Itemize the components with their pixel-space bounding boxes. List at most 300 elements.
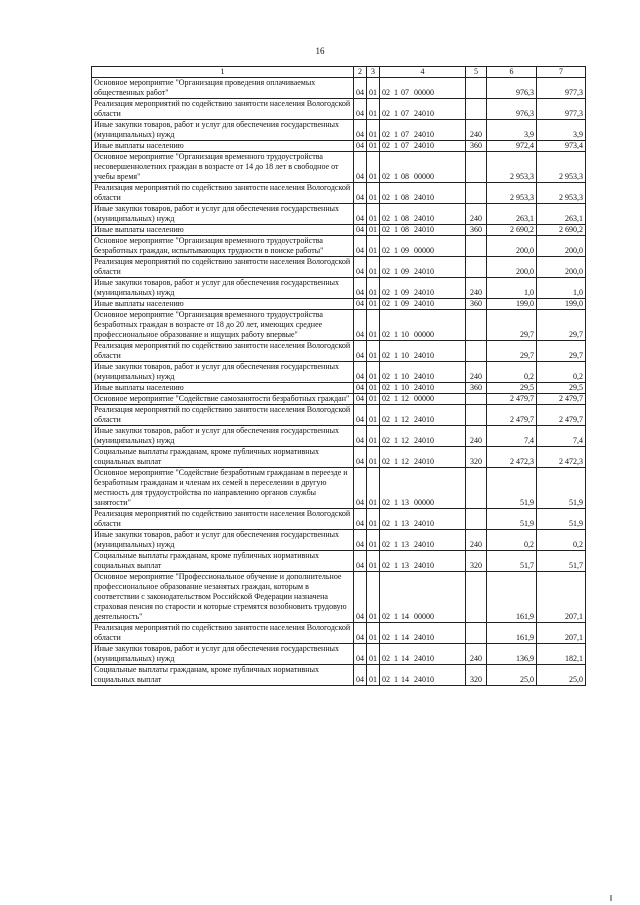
amount-year-2: 200,0 <box>537 257 586 278</box>
code-target-part: 02 <box>382 654 390 663</box>
code-target-part: 1 <box>394 172 398 181</box>
code-section: 04 <box>354 530 367 551</box>
code-target-part: 24010 <box>414 288 434 297</box>
code-target-part: 24010 <box>414 675 434 684</box>
amount-year-1: 2 479,7 <box>487 405 537 426</box>
code-expense-type <box>466 341 487 362</box>
code-section: 04 <box>354 447 367 468</box>
code-subsection: 01 <box>367 551 380 572</box>
code-target-part: 14 <box>401 633 409 642</box>
code-target-part: 02 <box>382 457 390 466</box>
code-expense-type: 320 <box>466 551 487 572</box>
code-target-part: 24010 <box>414 436 434 445</box>
code-target <box>380 530 466 551</box>
amount-year-1: 136,9 <box>487 644 537 665</box>
code-target-part: 1 <box>394 88 398 97</box>
code-target-part: 10 <box>401 330 409 339</box>
code-target <box>380 141 466 152</box>
code-expense-type: 240 <box>466 120 487 141</box>
col-header-4: 4 <box>380 67 466 78</box>
code-target-part: 24010 <box>414 109 434 118</box>
row-name: Основное мероприятие "Профессиональное обучение и дополнительное профессиональное образование незанятых граждан, которым в соответствии с законодательством Российской Федерации назначена страховая пенсия по старости и которые стремятся возобновить трудовую деятельность" <box>92 572 354 623</box>
code-target <box>380 236 466 257</box>
table-row <box>92 362 586 383</box>
table-row <box>92 299 586 310</box>
row-name: Социальные выплаты гражданам, кроме публичных нормативных социальных выплат <box>92 447 354 468</box>
amount-year-2: 7,4 <box>537 426 586 447</box>
table-row <box>92 257 586 278</box>
code-target-part: 1 <box>394 193 398 202</box>
code-target-part: 1 <box>394 457 398 466</box>
code-target-part: 24010 <box>414 299 434 308</box>
code-section: 04 <box>354 236 367 257</box>
code-target-part: 07 <box>401 130 409 139</box>
code-target <box>380 405 466 426</box>
code-subsection: 01 <box>367 120 380 141</box>
row-name: Иные закупки товаров, работ и услуг для обеспечения государственных (муниципальных) нужд <box>92 530 354 551</box>
code-target-part: 02 <box>382 299 390 308</box>
code-expense-type <box>466 78 487 99</box>
row-name: Иные закупки товаров, работ и услуг для обеспечения государственных (муниципальных) нужд <box>92 644 354 665</box>
code-target <box>380 99 466 120</box>
code-expense-type <box>466 310 487 341</box>
code-section: 04 <box>354 405 367 426</box>
code-target-part: 10 <box>401 372 409 381</box>
row-name: Иные выплаты населению <box>92 141 354 152</box>
code-target-part: 24010 <box>414 225 434 234</box>
code-section: 04 <box>354 468 367 509</box>
table-body <box>92 78 586 686</box>
code-target-part: 1 <box>394 383 398 392</box>
amount-year-2: 200,0 <box>537 236 586 257</box>
code-target-part: 1 <box>394 141 398 150</box>
code-target-part: 14 <box>401 675 409 684</box>
code-target-part: 08 <box>401 172 409 181</box>
amount-year-1: 0,2 <box>487 362 537 383</box>
amount-year-1: 51,9 <box>487 468 537 509</box>
code-target-part: 07 <box>401 141 409 150</box>
table-row <box>92 623 586 644</box>
code-section: 04 <box>354 183 367 204</box>
amount-year-1: 2 953,3 <box>487 152 537 183</box>
budget-table <box>91 66 586 686</box>
code-target-part: 00000 <box>414 88 434 97</box>
code-target-part: 12 <box>401 415 409 424</box>
row-name: Реализация мероприятий по содействию занятости населения Вологодской области <box>92 183 354 204</box>
code-expense-type <box>466 257 487 278</box>
code-section: 04 <box>354 383 367 394</box>
code-target-part: 02 <box>382 214 390 223</box>
table-row <box>92 152 586 183</box>
amount-year-2: 2 479,7 <box>537 394 586 405</box>
row-name: Основное мероприятие "Организация временного трудоустройства безработных граждан, испытывающих трудности в поиске работы" <box>92 236 354 257</box>
table-row <box>92 509 586 530</box>
code-section: 04 <box>354 225 367 236</box>
code-target-part: 24010 <box>414 540 434 549</box>
code-expense-type: 320 <box>466 665 487 686</box>
code-expense-type: 360 <box>466 383 487 394</box>
table-row <box>92 551 586 572</box>
table-row <box>92 141 586 152</box>
code-target <box>380 394 466 405</box>
code-target-part: 1 <box>394 394 398 403</box>
code-expense-type <box>466 623 487 644</box>
code-target-part: 12 <box>401 394 409 403</box>
row-name: Реализация мероприятий по содействию занятости населения Вологодской области <box>92 257 354 278</box>
table-row <box>92 78 586 99</box>
code-section: 04 <box>354 99 367 120</box>
table-row <box>92 572 586 623</box>
code-target-part: 00000 <box>414 172 434 181</box>
row-name: Основное мероприятие "Организация проведения оплачиваемых общественных работ" <box>92 78 354 99</box>
amount-year-2: 2 472,3 <box>537 447 586 468</box>
amount-year-1: 200,0 <box>487 257 537 278</box>
code-section: 04 <box>354 509 367 530</box>
code-expense-type <box>466 468 487 509</box>
code-expense-type <box>466 394 487 405</box>
scan-mark <box>610 895 612 901</box>
code-target-part: 02 <box>382 267 390 276</box>
amount-year-2: 51,9 <box>537 509 586 530</box>
code-subsection: 01 <box>367 468 380 509</box>
table-row <box>92 99 586 120</box>
amount-year-2: 2 690,2 <box>537 225 586 236</box>
code-target-part: 02 <box>382 246 390 255</box>
amount-year-1: 51,7 <box>487 551 537 572</box>
code-target-part: 02 <box>382 383 390 392</box>
page-number: 16 <box>315 46 325 56</box>
code-subsection: 01 <box>367 310 380 341</box>
code-target <box>380 183 466 204</box>
code-target-part: 09 <box>401 299 409 308</box>
code-target-part: 02 <box>382 498 390 507</box>
amount-year-1: 7,4 <box>487 426 537 447</box>
table-row <box>92 225 586 236</box>
code-expense-type: 240 <box>466 278 487 299</box>
code-target-part: 1 <box>394 130 398 139</box>
col-header-2: 2 <box>354 67 367 78</box>
amount-year-2: 977,3 <box>537 99 586 120</box>
amount-year-2: 263,1 <box>537 204 586 225</box>
col-header-7: 7 <box>537 67 586 78</box>
code-section: 04 <box>354 572 367 623</box>
code-subsection: 01 <box>367 509 380 530</box>
code-subsection: 01 <box>367 141 380 152</box>
code-target <box>380 310 466 341</box>
code-target-part: 14 <box>401 654 409 663</box>
code-expense-type <box>466 236 487 257</box>
code-target-part: 24010 <box>414 561 434 570</box>
code-subsection: 01 <box>367 78 380 99</box>
amount-year-1: 161,9 <box>487 623 537 644</box>
code-target-part: 02 <box>382 130 390 139</box>
code-target-part: 08 <box>401 214 409 223</box>
code-target-part: 1 <box>394 109 398 118</box>
amount-year-1: 976,3 <box>487 78 537 99</box>
code-target-part: 07 <box>401 88 409 97</box>
amount-year-1: 25,0 <box>487 665 537 686</box>
code-target <box>380 426 466 447</box>
code-target-part: 1 <box>394 540 398 549</box>
amount-year-2: 182,1 <box>537 644 586 665</box>
code-target-part: 13 <box>401 561 409 570</box>
code-target-part: 00000 <box>414 394 434 403</box>
code-section: 04 <box>354 665 367 686</box>
amount-year-1: 2 953,3 <box>487 183 537 204</box>
code-target-part: 02 <box>382 172 390 181</box>
row-name: Основное мероприятие "Организация временного трудоустройства несовершеннолетних граждан в возрасте от 14 до 18 лет в свободное от учебы время" <box>92 152 354 183</box>
code-section: 04 <box>354 644 367 665</box>
table-row <box>92 468 586 509</box>
code-target <box>380 383 466 394</box>
code-target <box>380 120 466 141</box>
code-target-part: 13 <box>401 519 409 528</box>
row-name: Иные закупки товаров, работ и услуг для обеспечения государственных (муниципальных) нужд <box>92 120 354 141</box>
row-name: Реализация мероприятий по содействию занятости населения Вологодской области <box>92 99 354 120</box>
code-target-part: 1 <box>394 288 398 297</box>
code-target <box>380 78 466 99</box>
amount-year-1: 200,0 <box>487 236 537 257</box>
code-section: 04 <box>354 394 367 405</box>
code-target-part: 24010 <box>414 141 434 150</box>
code-target-part: 1 <box>394 225 398 234</box>
code-expense-type <box>466 183 487 204</box>
code-section: 04 <box>354 623 367 644</box>
code-target-part: 24010 <box>414 383 434 392</box>
amount-year-1: 2 479,7 <box>487 394 537 405</box>
code-target-part: 02 <box>382 540 390 549</box>
code-subsection: 01 <box>367 278 380 299</box>
code-target-part: 1 <box>394 330 398 339</box>
code-section: 04 <box>354 551 367 572</box>
row-name: Иные закупки товаров, работ и услуг для обеспечения государственных (муниципальных) нужд <box>92 204 354 225</box>
code-target-part: 02 <box>382 372 390 381</box>
code-expense-type <box>466 99 487 120</box>
code-target-part: 1 <box>394 246 398 255</box>
code-target-part: 02 <box>382 675 390 684</box>
amount-year-2: 25,0 <box>537 665 586 686</box>
table-row <box>92 447 586 468</box>
code-target <box>380 341 466 362</box>
code-target <box>380 278 466 299</box>
code-target-part: 09 <box>401 267 409 276</box>
amount-year-2: 2 953,3 <box>537 152 586 183</box>
code-subsection: 01 <box>367 152 380 183</box>
col-header-1: 1 <box>92 67 354 78</box>
table-row <box>92 665 586 686</box>
code-target-part: 1 <box>394 372 398 381</box>
col-header-6: 6 <box>487 67 537 78</box>
code-expense-type: 240 <box>466 530 487 551</box>
code-target <box>380 299 466 310</box>
code-target-part: 12 <box>401 457 409 466</box>
table-row <box>92 236 586 257</box>
code-expense-type: 240 <box>466 204 487 225</box>
amount-year-2: 207,1 <box>537 623 586 644</box>
table-row <box>92 405 586 426</box>
row-name: Иные выплаты населению <box>92 383 354 394</box>
code-subsection: 01 <box>367 383 380 394</box>
code-subsection: 01 <box>367 405 380 426</box>
code-subsection: 01 <box>367 447 380 468</box>
code-target-part: 1 <box>394 675 398 684</box>
row-name: Иные закупки товаров, работ и услуг для обеспечения государственных (муниципальных) нужд <box>92 426 354 447</box>
table-row <box>92 530 586 551</box>
amount-year-2: 1,0 <box>537 278 586 299</box>
table-row <box>92 120 586 141</box>
code-target-part: 08 <box>401 225 409 234</box>
amount-year-1: 161,9 <box>487 572 537 623</box>
code-target-part: 02 <box>382 394 390 403</box>
code-target <box>380 225 466 236</box>
code-section: 04 <box>354 141 367 152</box>
row-name: Реализация мероприятий по содействию занятости населения Вологодской области <box>92 509 354 530</box>
row-name: Реализация мероприятий по содействию занятости населения Вологодской области <box>92 341 354 362</box>
row-name: Социальные выплаты гражданам, кроме публичных нормативных социальных выплат <box>92 665 354 686</box>
code-subsection: 01 <box>367 204 380 225</box>
code-target-part: 14 <box>401 612 409 621</box>
code-subsection: 01 <box>367 426 380 447</box>
code-subsection: 01 <box>367 572 380 623</box>
code-target <box>380 152 466 183</box>
code-target-part: 24010 <box>414 519 434 528</box>
code-section: 04 <box>354 152 367 183</box>
amount-year-2: 0,2 <box>537 530 586 551</box>
code-target <box>380 509 466 530</box>
row-name: Иные выплаты населению <box>92 299 354 310</box>
code-subsection: 01 <box>367 99 380 120</box>
code-target-part: 00000 <box>414 612 434 621</box>
amount-year-2: 973,4 <box>537 141 586 152</box>
table-row <box>92 341 586 362</box>
code-target-part: 1 <box>394 498 398 507</box>
code-target <box>380 623 466 644</box>
code-target-part: 02 <box>382 109 390 118</box>
code-target-part: 02 <box>382 415 390 424</box>
amount-year-2: 977,3 <box>537 78 586 99</box>
code-target-part: 02 <box>382 141 390 150</box>
code-target-part: 02 <box>382 561 390 570</box>
code-target-part: 07 <box>401 109 409 118</box>
code-target-part: 1 <box>394 415 398 424</box>
code-subsection: 01 <box>367 394 380 405</box>
code-target-part: 02 <box>382 225 390 234</box>
code-expense-type: 360 <box>466 225 487 236</box>
code-section: 04 <box>354 299 367 310</box>
amount-year-2: 51,9 <box>537 468 586 509</box>
code-section: 04 <box>354 120 367 141</box>
code-target <box>380 204 466 225</box>
row-name: Основное мероприятие "Содействие безработным гражданам в переезде и безработным гражданам и членам их семей в переселении в другую местность для трудоустройства по направлению органов службы занятости" <box>92 468 354 509</box>
amount-year-1: 1,0 <box>487 278 537 299</box>
code-subsection: 01 <box>367 623 380 644</box>
code-expense-type: 240 <box>466 644 487 665</box>
row-name: Реализация мероприятий по содействию занятости населения Вологодской области <box>92 623 354 644</box>
code-expense-type: 360 <box>466 141 487 152</box>
code-expense-type <box>466 572 487 623</box>
code-target-part: 02 <box>382 519 390 528</box>
code-target-part: 10 <box>401 383 409 392</box>
code-section: 04 <box>354 362 367 383</box>
code-target-part: 00000 <box>414 498 434 507</box>
code-target-part: 02 <box>382 612 390 621</box>
table-row <box>92 204 586 225</box>
code-target-part: 08 <box>401 193 409 202</box>
code-target <box>380 447 466 468</box>
amount-year-2: 51,7 <box>537 551 586 572</box>
table-row <box>92 394 586 405</box>
code-target-part: 24010 <box>414 351 434 360</box>
code-section: 04 <box>354 257 367 278</box>
code-subsection: 01 <box>367 362 380 383</box>
code-target-part: 1 <box>394 561 398 570</box>
code-section: 04 <box>354 341 367 362</box>
amount-year-2: 29,5 <box>537 383 586 394</box>
code-subsection: 01 <box>367 665 380 686</box>
code-expense-type: 240 <box>466 426 487 447</box>
code-expense-type <box>466 405 487 426</box>
code-target-part: 1 <box>394 519 398 528</box>
code-subsection: 01 <box>367 257 380 278</box>
code-target-part: 24010 <box>414 372 434 381</box>
code-subsection: 01 <box>367 225 380 236</box>
amount-year-1: 2 690,2 <box>487 225 537 236</box>
table-row <box>92 383 586 394</box>
code-target <box>380 362 466 383</box>
amount-year-1: 3,9 <box>487 120 537 141</box>
code-target-part: 1 <box>394 436 398 445</box>
code-expense-type: 360 <box>466 299 487 310</box>
code-expense-type: 240 <box>466 362 487 383</box>
code-subsection: 01 <box>367 530 380 551</box>
row-name: Основное мероприятие "Содействие самозанятости безработных граждан" <box>92 394 354 405</box>
code-target-part: 1 <box>394 214 398 223</box>
row-name: Иные закупки товаров, работ и услуг для обеспечения государственных (муниципальных) нужд <box>92 362 354 383</box>
code-target-part: 1 <box>394 351 398 360</box>
code-target-part: 24010 <box>414 633 434 642</box>
code-expense-type: 320 <box>466 447 487 468</box>
code-target-part: 02 <box>382 330 390 339</box>
code-target-part: 13 <box>401 498 409 507</box>
row-name: Иные выплаты населению <box>92 225 354 236</box>
row-name: Социальные выплаты гражданам, кроме публичных нормативных социальных выплат <box>92 551 354 572</box>
code-target-part: 24010 <box>414 214 434 223</box>
amount-year-1: 0,2 <box>487 530 537 551</box>
code-section: 04 <box>354 278 367 299</box>
col-header-3: 3 <box>367 67 380 78</box>
code-target-part: 02 <box>382 288 390 297</box>
code-subsection: 01 <box>367 299 380 310</box>
code-target-part: 24010 <box>414 130 434 139</box>
code-target-part: 02 <box>382 633 390 642</box>
amount-year-1: 263,1 <box>487 204 537 225</box>
code-target-part: 02 <box>382 88 390 97</box>
code-target-part: 13 <box>401 540 409 549</box>
header-row <box>92 67 586 78</box>
code-target-part: 09 <box>401 246 409 255</box>
code-subsection: 01 <box>367 236 380 257</box>
code-expense-type <box>466 152 487 183</box>
row-name: Основное мероприятие "Организация временного трудоустройства безработных граждан в возрасте от 18 до 20 лет, имеющих среднее профессиональное образование и ищущих работу впервые" <box>92 310 354 341</box>
code-section: 04 <box>354 426 367 447</box>
amount-year-1: 199,0 <box>487 299 537 310</box>
code-target-part: 24010 <box>414 654 434 663</box>
code-target-part: 00000 <box>414 330 434 339</box>
code-target-part: 12 <box>401 436 409 445</box>
code-expense-type <box>466 509 487 530</box>
code-target-part: 00000 <box>414 246 434 255</box>
code-target-part: 1 <box>394 267 398 276</box>
